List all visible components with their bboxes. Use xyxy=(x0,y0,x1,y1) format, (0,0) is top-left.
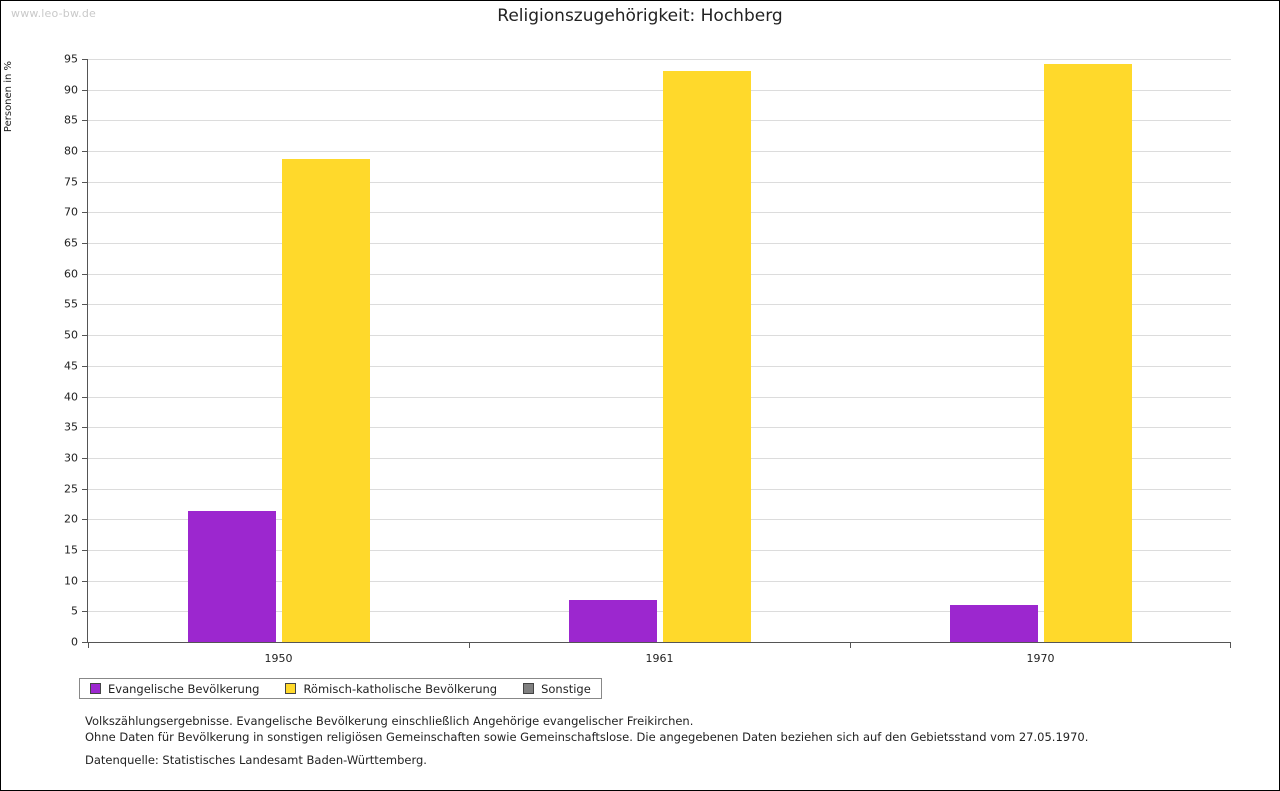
y-axis-tick-label: 50 xyxy=(64,328,78,342)
bar xyxy=(188,511,276,642)
page-title: Religionszugehörigkeit: Hochberg xyxy=(497,6,783,26)
bar xyxy=(663,71,751,642)
y-axis-tick-label: 55 xyxy=(64,297,78,311)
legend-item[interactable] xyxy=(90,682,259,696)
y-axis-tick-label: 45 xyxy=(64,359,78,373)
legend-item[interactable] xyxy=(523,682,591,696)
footnote-line-2: Ohne Daten für Bevölkerung in sonstigen religiösen Gemeinschaften sowie Gemeinschaftslose. Die angegebenen Daten beziehen sich auf den Gebietsstand vom 27.05.1970. xyxy=(85,730,1089,744)
y-axis-tick xyxy=(82,212,88,213)
y-axis-tick-label: 5 xyxy=(71,604,78,618)
y-axis-tick xyxy=(82,90,88,91)
y-axis-tick-label: 75 xyxy=(64,175,78,189)
bar xyxy=(950,605,1038,642)
y-axis-label: Personen in % xyxy=(3,61,14,133)
legend-label: Evangelische Bevölkerung xyxy=(108,681,260,696)
y-axis-tick xyxy=(82,611,88,612)
legend xyxy=(79,678,602,699)
y-axis-tick xyxy=(82,304,88,305)
bar xyxy=(1044,64,1132,642)
x-axis-tick xyxy=(850,642,851,648)
y-axis-tick-label: 65 xyxy=(64,236,78,250)
x-axis-tick xyxy=(88,642,89,648)
legend-swatch-icon xyxy=(523,683,534,694)
y-axis-tick-label: 0 xyxy=(71,635,78,649)
footnote-line-1: Volkszählungsergebnisse. Evangelische Bevölkerung einschließlich Angehörige evangelischer Freikirchen. xyxy=(85,714,694,728)
y-axis-tick xyxy=(82,366,88,367)
y-axis-tick xyxy=(82,151,88,152)
y-axis-tick xyxy=(82,458,88,459)
y-axis-tick-label: 35 xyxy=(64,420,78,434)
x-axis-tick xyxy=(469,642,470,648)
legend-label: Sonstige xyxy=(541,681,591,696)
legend-item[interactable] xyxy=(285,682,497,696)
y-axis-tick-label: 90 xyxy=(64,83,78,97)
bar xyxy=(282,159,370,642)
gridline xyxy=(88,59,1231,60)
y-axis-tick-label: 85 xyxy=(64,113,78,127)
y-axis-tick xyxy=(82,581,88,582)
y-axis-tick xyxy=(82,427,88,428)
y-axis-tick-label: 40 xyxy=(64,390,78,404)
y-axis-tick-label: 10 xyxy=(64,574,78,588)
y-axis-tick-label: 60 xyxy=(64,267,78,281)
x-axis-tick-label: 1961 xyxy=(645,652,674,665)
y-axis-tick-label: 15 xyxy=(64,543,78,557)
y-axis-tick xyxy=(82,182,88,183)
footnotes xyxy=(85,713,1088,745)
y-axis-tick xyxy=(82,489,88,490)
y-axis-tick-label: 80 xyxy=(64,144,78,158)
x-axis-tick xyxy=(1230,642,1231,648)
y-axis-tick-label: 70 xyxy=(64,205,78,219)
y-axis-tick xyxy=(82,519,88,520)
y-axis-tick xyxy=(82,550,88,551)
data-source: Datenquelle: Statistisches Landesamt Baden-Württemberg. xyxy=(85,753,427,767)
y-axis-tick-label: 30 xyxy=(64,451,78,465)
y-axis-tick-label: 20 xyxy=(64,512,78,526)
x-axis-tick-label: 1970 xyxy=(1026,652,1055,665)
watermark: www.leo-bw.de xyxy=(11,7,97,20)
legend-swatch-icon xyxy=(90,683,101,694)
y-axis-tick xyxy=(82,243,88,244)
legend-label: Römisch-katholische Bevölkerung xyxy=(303,681,498,696)
y-axis-tick xyxy=(82,59,88,60)
y-axis-tick xyxy=(82,397,88,398)
plot-area xyxy=(64,52,1231,665)
y-axis-tick-label: 25 xyxy=(64,482,78,496)
y-axis-tick xyxy=(82,274,88,275)
bar xyxy=(569,600,657,642)
legend-swatch-icon xyxy=(285,683,296,694)
x-axis-tick-label: 1950 xyxy=(264,652,293,665)
y-axis-tick-label: 95 xyxy=(64,52,78,66)
y-axis-tick xyxy=(82,120,88,121)
y-axis-tick xyxy=(82,335,88,336)
